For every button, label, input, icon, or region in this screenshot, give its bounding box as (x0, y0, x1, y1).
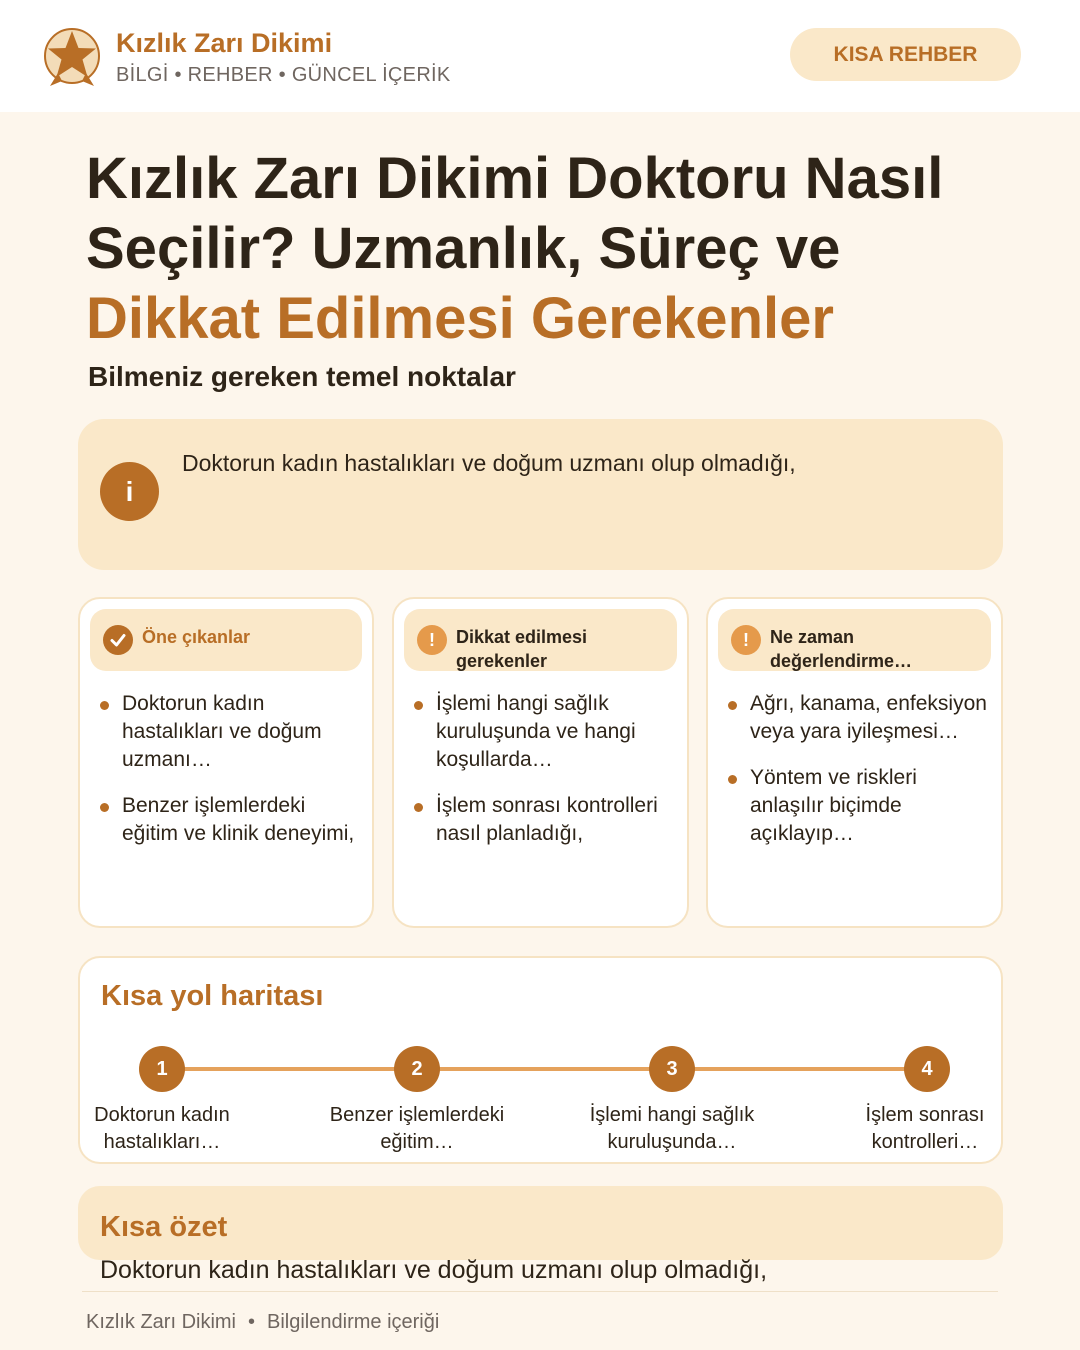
footer-brand: Kızlık Zarı Dikimi (86, 1311, 236, 1333)
page-title-line-1: Kızlık Zarı Dikimi Doktoru Nasıl (86, 146, 944, 211)
roadmap-section (78, 956, 1003, 1164)
bullet-dot (100, 803, 109, 812)
info-text: Doktorun kadın hastalıkları ve doğum uzmanı olup olmadığı, (182, 450, 796, 476)
short-guide-button[interactable]: KISA REHBER (790, 28, 1021, 81)
info-callout (78, 419, 1003, 570)
bullet-dot (414, 803, 423, 812)
roadmap-step-label: İşlem sonrası kontrolleri… (865, 1104, 985, 1153)
list-item: Ağrı, kanama, enfeksiyon veya yara iyileşmesi… (728, 690, 991, 746)
card-list (728, 690, 991, 866)
bullet-dot (728, 775, 737, 784)
card-highlights (78, 597, 374, 928)
roadmap-step-4: 4 (904, 1046, 950, 1092)
roadmap-step-2: 2 (394, 1046, 440, 1092)
brand-subtitle: BİLGİ • REHBER • GÜNCEL İÇERİK (116, 64, 451, 86)
star-badge-icon (42, 26, 102, 88)
list-item: Doktorun kadın hastalıkları ve doğum uzmanı… (100, 690, 362, 774)
roadmap-step-3: 3 (649, 1046, 695, 1092)
summary-text: Doktorun kadın hastalıkları ve doğum uzmanı olup olmadığı, (100, 1256, 768, 1284)
page-title-line-2: Seçilir? Uzmanlık, Süreç ve (86, 216, 841, 281)
card-list (414, 690, 677, 866)
bullet-dot (728, 701, 737, 710)
page-title (86, 144, 1006, 354)
check-icon (103, 625, 133, 655)
footer-separator: • (248, 1311, 256, 1333)
info-icon: i (100, 462, 159, 521)
card-when-to-evaluate (706, 597, 1003, 928)
card-header (404, 609, 677, 671)
exclamation-icon: ! (417, 625, 447, 655)
card-title: Öne çıkanlar (142, 627, 251, 647)
exclamation-icon: ! (731, 625, 761, 655)
roadmap-step-label: Doktorun kadın hastalıkları… (94, 1104, 230, 1153)
list-item: Yöntem ve riskleri anlaşılır biçimde açıklayıp… (728, 764, 991, 848)
list-item: Benzer işlemlerdeki eğitim ve klinik deneyimi, (100, 792, 362, 848)
roadmap-step-label: İşlemi hangi sağlık kuruluşunda… (589, 1104, 755, 1153)
card-header (90, 609, 362, 671)
footer-divider (82, 1291, 998, 1292)
bullet-dot (414, 701, 423, 710)
roadmap-title: Kısa yol haritası (101, 980, 324, 1012)
roadmap-step-label: Benzer işlemlerdeki eğitim… (329, 1104, 505, 1153)
bullet-dot (100, 701, 109, 710)
summary-title: Kısa özet (100, 1211, 228, 1243)
roadmap-connector-line (162, 1067, 927, 1071)
brand-title: Kızlık Zarı Dikimi (116, 28, 333, 58)
card-header (718, 609, 991, 671)
card-warnings (392, 597, 689, 928)
roadmap-step-1: 1 (139, 1046, 185, 1092)
site-footer (86, 1311, 439, 1334)
footer-note: Bilgilendirme içeriği (267, 1311, 440, 1333)
list-item: İşlem sonrası kontrolleri nasıl planladığı, (414, 792, 677, 848)
page-title-accent: Dikkat Edilmesi Gerekenler (86, 286, 834, 351)
list-item: İşlemi hangi sağlık kuruluşunda ve hangi koşullarda… (414, 690, 677, 774)
page-subhead: Bilmeniz gereken temel noktalar (88, 361, 516, 392)
card-title: Ne zaman değerlendirme… (770, 627, 913, 671)
card-title: Dikkat edilmesi gerekenler (456, 627, 588, 671)
card-list (100, 690, 362, 866)
site-header (0, 0, 1080, 112)
